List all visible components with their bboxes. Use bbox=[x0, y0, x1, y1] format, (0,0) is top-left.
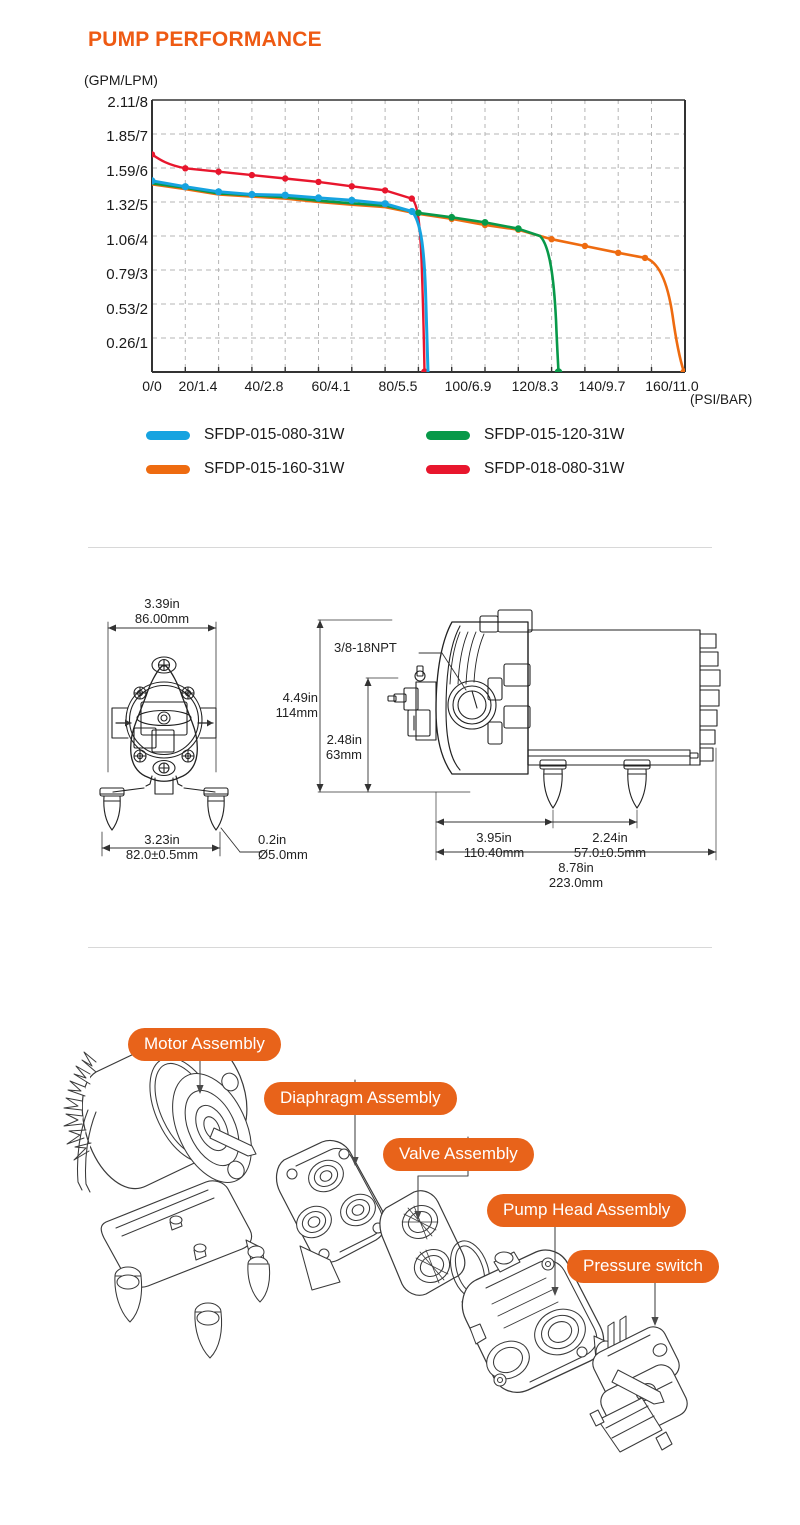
chart-legend bbox=[146, 418, 706, 486]
legend-label: SFDP-018-080-31W bbox=[484, 460, 625, 477]
series-line-sfdp-018-080-31w bbox=[149, 151, 428, 375]
dim-side-height bbox=[250, 690, 318, 720]
dim-port-thread bbox=[334, 640, 424, 655]
legend-row bbox=[146, 452, 706, 486]
dim-side-foot-pitch bbox=[551, 830, 669, 860]
legend-row bbox=[146, 418, 706, 452]
motor-assembly-art bbox=[64, 1031, 270, 1358]
dim-value-thread: 3/8-18NPT bbox=[334, 640, 397, 655]
front-view-drawing bbox=[100, 622, 262, 856]
dim-value-in: 8.78in bbox=[558, 860, 594, 875]
y-tick-label: 2.11/8 bbox=[107, 94, 148, 111]
plot-svg bbox=[0, 0, 800, 430]
callout-pressure-switch: Pressure switch bbox=[567, 1250, 719, 1283]
dim-value-mm: 114mm bbox=[275, 705, 318, 720]
pressure-switch-art bbox=[590, 1316, 687, 1452]
legend-swatch-icon bbox=[426, 431, 470, 440]
series-line-sfdp-015-120-31w bbox=[152, 183, 562, 376]
y-tick-label: 1.59/6 bbox=[106, 163, 148, 180]
performance-plot bbox=[0, 0, 800, 430]
dim-value-mm: 110.40mm bbox=[463, 845, 525, 860]
dim-front-width bbox=[107, 596, 217, 626]
dimension-drawings-section bbox=[0, 560, 800, 945]
legend-label: SFDP-015-080-31W bbox=[204, 426, 345, 443]
dim-front-foot-span bbox=[101, 832, 223, 862]
y-tick-label: 0.79/3 bbox=[106, 266, 148, 283]
dim-value-mm: 86.00mm bbox=[134, 611, 190, 626]
legend-swatch-icon bbox=[426, 465, 470, 474]
section-divider bbox=[88, 947, 712, 948]
y-tick-label: 0.53/2 bbox=[106, 301, 148, 318]
dim-value-in: 2.24in bbox=[592, 830, 628, 845]
series-points-sfdp-015-120-31w bbox=[415, 210, 562, 376]
legend-item-sfdp-015-080-31w bbox=[146, 426, 426, 444]
y-axis-unit-label: (GPM/LPM) bbox=[84, 72, 158, 88]
dim-value-in: 3.95in bbox=[476, 830, 512, 845]
pump-performance-section bbox=[0, 0, 800, 548]
dim-value-mm: 223.0mm bbox=[548, 875, 604, 890]
x-axis-unit-label: (PSI/BAR) bbox=[690, 392, 753, 407]
legend-label: SFDP-015-120-31W bbox=[484, 426, 625, 443]
series-points-sfdp-015-080-31w bbox=[148, 177, 415, 215]
exploded-view-section bbox=[0, 960, 800, 1525]
callout-motor-assembly: Motor Assembly bbox=[128, 1028, 281, 1061]
dim-value-in: 4.49in bbox=[282, 690, 318, 705]
legend-swatch-icon bbox=[146, 431, 190, 440]
dim-value-mm: 63mm bbox=[325, 747, 362, 762]
x-tick-label: 20/1.4 bbox=[178, 378, 218, 394]
legend-item-sfdp-015-120-31w bbox=[426, 426, 706, 444]
callout-pump-head-assembly: Pump Head Assembly bbox=[487, 1194, 686, 1227]
dim-value-mm: 82.0±0.5mm bbox=[125, 847, 199, 862]
y-tick-label: 0.26/1 bbox=[106, 335, 148, 352]
dim-value-mm: 57.0±0.5mm bbox=[573, 845, 647, 860]
dim-side-body-height bbox=[290, 732, 362, 762]
callout-diaphragm-assembly: Diaphragm Assembly bbox=[264, 1082, 457, 1115]
legend-item-sfdp-018-080-31w bbox=[426, 460, 706, 478]
dim-value-in: 3.39in bbox=[144, 596, 180, 611]
legend-item-sfdp-015-160-31w bbox=[146, 460, 426, 478]
dim-front-hole bbox=[258, 832, 344, 862]
x-tick-label: 120/8.3 bbox=[511, 378, 559, 394]
diaphragm-assembly-art bbox=[277, 1140, 386, 1290]
x-tick-label: 0/0 bbox=[142, 378, 162, 394]
series-line-sfdp-015-080-31w bbox=[148, 177, 428, 372]
y-tick-label: 1.32/5 bbox=[106, 197, 148, 214]
callout-valve-assembly: Valve Assembly bbox=[383, 1138, 534, 1171]
y-tick-label: 1.06/4 bbox=[106, 232, 148, 249]
page-title: PUMP PERFORMANCE bbox=[88, 28, 322, 51]
section-divider bbox=[88, 547, 712, 548]
x-tick-label: 100/6.9 bbox=[444, 378, 492, 394]
x-tick-label: 40/2.8 bbox=[244, 378, 284, 394]
x-tick-label: 80/5.5 bbox=[378, 378, 418, 394]
x-tick-label: 160/11.0 bbox=[645, 378, 699, 394]
x-tick-label: 60/4.1 bbox=[311, 378, 351, 394]
dim-value-in: 3.23in bbox=[144, 832, 180, 847]
dim-value-in: 0.2in bbox=[258, 832, 287, 847]
legend-label: SFDP-015-160-31W bbox=[204, 460, 345, 477]
dim-value-mm: Ø5.0mm bbox=[258, 847, 308, 862]
dim-side-total-length bbox=[516, 860, 636, 890]
dim-value-in: 2.48in bbox=[326, 732, 362, 747]
x-tick-label: 140/9.7 bbox=[578, 378, 626, 394]
y-tick-label: 1.85/7 bbox=[106, 128, 148, 145]
dim-side-front-length bbox=[435, 830, 553, 860]
exploded-view-svg bbox=[0, 960, 800, 1525]
legend-swatch-icon bbox=[146, 465, 190, 474]
series-points-sfdp-018-080-31w bbox=[149, 151, 428, 375]
